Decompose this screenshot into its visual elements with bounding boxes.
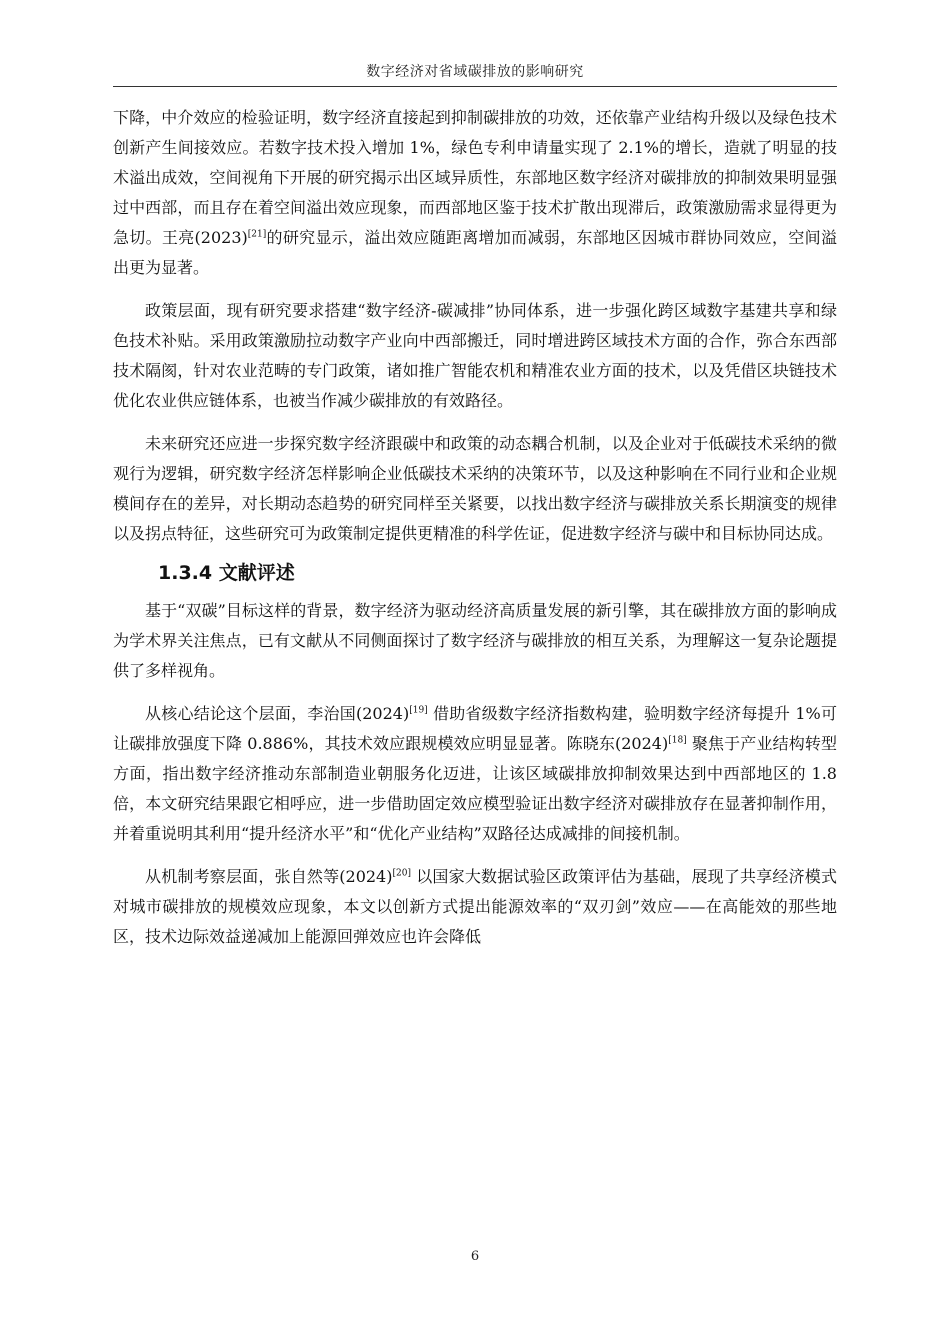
paragraph-text: 下降，中介效应的检验证明，数字经济直接起到抑制碳排放的功效，还依靠产业结构升级以及绿色技术创新产生间接效应。若数字技术投入增加 1%，绿色专利申请量实现了 2.1%的增长，造就了明显的技术溢出成效，空间视角下开展的研究揭示出区域异质性，东部地区数字经济对碳排放的抑制效果明显强过中西部，而且存在着空间溢出效应现象，而西部地区鉴于技术扩散出现滞后，政策激励需求显得更为急切。王亮(2023): [113, 108, 837, 247]
section-heading: [113, 558, 837, 588]
body-paragraph: [113, 429, 837, 549]
citation-ref: [21]: [247, 229, 267, 240]
paragraph-text: 从核心结论这个层面，李治国(2024): [145, 704, 410, 723]
page-header-title: 数字经济对省域碳排放的影响研究: [366, 64, 584, 80]
body-paragraph: [113, 699, 837, 849]
citation-ref: [19]: [409, 705, 428, 716]
paragraph-text: 聚焦于产业结构转型方面，指出数字经济推动东部制造业朝服务化迈进，让该区域碳排放抑制效果达到中西部地区的 1.8 倍，本文研究结果跟它相呼应，进一步借助固定效应模型验证出数字经济对碳排放存在显著抑制作用，并着重说明其利用“提升经济水平”和“优化产业结构”双路径达成减排的间接机制。: [113, 734, 837, 843]
paragraph-text: 的研究显示，溢出效应随距离增加而减弱，东部地区因城市群协同效应，空间溢出更为显著。: [113, 228, 837, 277]
paragraph-text: 基于“双碳”目标这样的背景，数字经济为驱动经济高质量发展的新引擎，其在碳排放方面的影响成为学术界关注焦点，已有文献从不同侧面探讨了数字经济与碳排放的相互关系，为理解这一复杂论题提供了多样视角。: [113, 601, 837, 680]
body-paragraph: [113, 596, 837, 686]
page-number: 6: [470, 1249, 480, 1264]
paragraph-text: 政策层面，现有研究要求搭建“数字经济-碳减排”协同体系，进一步强化跨区域数字基建共享和绿色技术补贴。采用政策激励拉动数字产业向中西部搬迁，同时增进跨区域技术方面的合作，弥合东西部技术隔阂，针对农业范畴的专门政策，诸如推广智能农机和精准农业方面的技术，以及凭借区块链技术优化农业供应链体系，也被当作减少碳排放的有效路径。: [113, 301, 837, 410]
paragraph-text: 从机制考察层面，张自然等(2024): [145, 867, 393, 886]
body-paragraph: [113, 296, 837, 416]
paragraph-text: 以国家大数据试验区政策评估为基础，展现了共享经济模式对城市碳排放的规模效应现象，本文以创新方式提出能源效率的“双刃剑”效应——在高能效的那些地区，技术边际效益递减加上能源回弹效应也许会降低: [113, 867, 837, 946]
citation-ref: [20]: [392, 868, 411, 879]
citation-ref: [18]: [668, 735, 687, 746]
body-paragraph: [113, 862, 837, 952]
section-heading-text: 1.3.4 文献评述: [158, 562, 295, 584]
paragraph-text: 借助省级数字经济指数构建，验明数字经济每提升 1%可让碳排放强度下降 0.886%，其技术效应跟规模效应明显显著。陈晓东(2024): [113, 704, 837, 753]
document-body: [113, 103, 837, 952]
paragraph-text: 未来研究还应进一步探究数字经济跟碳中和政策的动态耦合机制，以及企业对于低碳技术采纳的微观行为逻辑，研究数字经济怎样影响企业低碳技术采纳的决策环节，以及这种影响在不同行业和企业规模间存在的差异，对长期动态趋势的研究同样至关紧要，以找出数字经济与碳排放关系长期演变的规律以及拐点特征，这些研究可为政策制定提供更精准的科学佐证，促进数字经济与碳中和目标协同达成。: [113, 434, 837, 543]
header-divider: [113, 86, 837, 87]
body-paragraph: [113, 103, 837, 283]
